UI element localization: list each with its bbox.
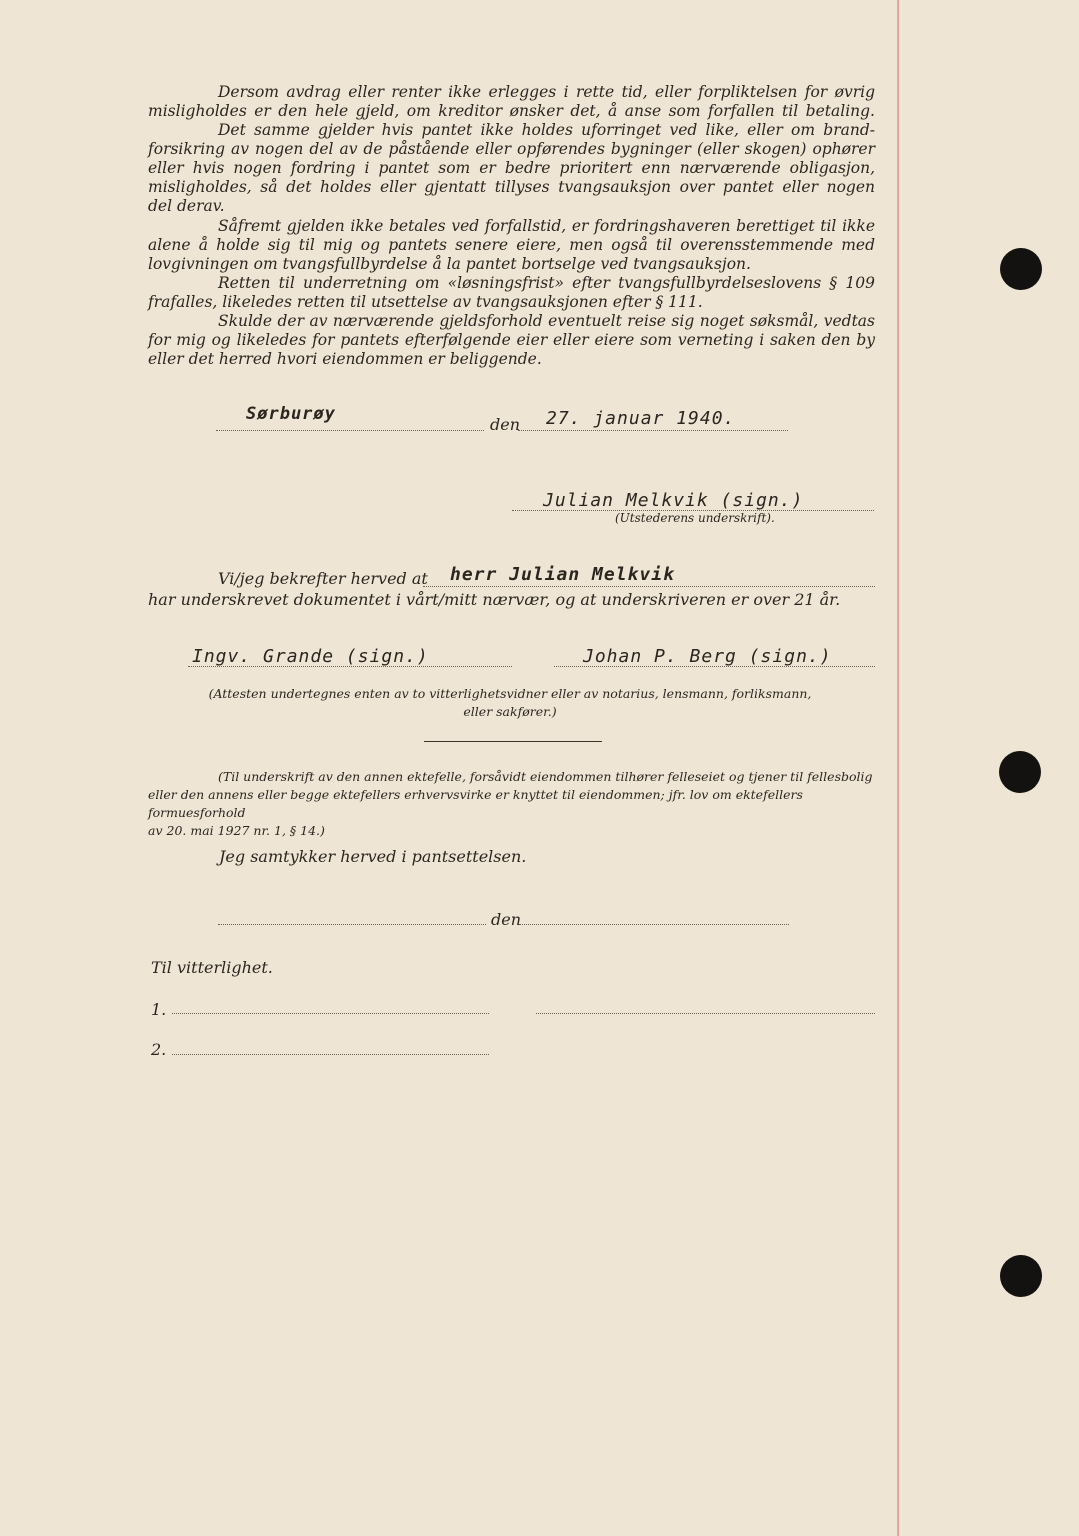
punch-hole-middle [999, 751, 1041, 793]
consent-place-dotted-line [218, 924, 486, 925]
date-den-label: den [490, 415, 521, 434]
paragraph-venue-end [148, 350, 875, 369]
attestation-line2 [148, 590, 875, 609]
text-line: eller det herred hvori eiendommen er beliggende. [148, 350, 542, 368]
consent-date-dotted-line [519, 924, 789, 925]
place-dotted-line [216, 430, 484, 431]
paragraph-enforcement-end [148, 255, 875, 274]
text-line: Skulde der av nærværende gjeldsforhold eventuelt reise sig noget søksmål, vedtas [218, 312, 875, 330]
paragraph-deterioration-end [148, 197, 875, 216]
text-line: Det samme gjelder hvis pantet ikke holdes uforringet ved like, eller om brand- [218, 121, 875, 139]
punch-hole-top [1000, 248, 1042, 290]
place-value: Sørburøy [246, 404, 336, 424]
text-line: frafalles, likeledes retten til utsettelse av tvangsauksjonen efter § 111. [148, 293, 703, 311]
witness-heading: Til vitterlighet. [151, 958, 273, 977]
text-line: del derav. [148, 197, 225, 215]
witness2-dotted-line [554, 666, 875, 667]
witness-item-1-line-left [172, 1013, 489, 1014]
witness1-dotted-line [188, 666, 512, 667]
note-line: av 20. mai 1927 nr. 1, § 14.) [148, 823, 325, 838]
date-dotted-line [518, 430, 788, 431]
witness1-signature: Ingv. Grande (sign.) [192, 646, 429, 667]
witness-item-1-line-right [536, 1013, 875, 1014]
section-divider [424, 741, 602, 742]
paragraph-redemption-end [148, 293, 875, 312]
text-line: for mig og likeledes for pantets efterfølgende eier eller eiere som verneting i saken den by [148, 331, 875, 350]
punch-hole-bottom [1000, 1255, 1042, 1297]
paragraph-redemption [148, 274, 875, 293]
note-line: (Attesten undertegnes enten av to vitterlighetsvidner eller av notarius, lensmann, forliksmann, [208, 686, 812, 701]
text-line: Retten til underretning om «løsningsfrist» efter tvangsfullbyrdelseslovens § 109 [218, 274, 875, 292]
text-line: misligholdes er den hele gjeld, om kreditor ønsker det, å anse som forfallen til betaling. [148, 102, 875, 121]
attested-person: herr Julian Melkvik [450, 564, 675, 585]
text-line: eller hvis nogen fordring i pantet som er bedre prioritert enn nærværende obligasjon, [148, 159, 875, 178]
witness-item-1-label: 1. [151, 1000, 167, 1019]
text-line: misligholdes, så det holdes eller gjentatt tillyses tvangsauksjon over pantet eller nogen [148, 178, 875, 197]
text-line: forsikring av nogen del av de påstående eller opførendes bygninger (eller skogen) ophører [148, 140, 875, 159]
paragraph-venue [148, 312, 875, 350]
attestation-note [150, 685, 870, 721]
text-line: Såfremt gjelden ikke betales ved forfallstid, er fordringshaveren berettiget til ikke [218, 217, 875, 235]
witness-item-2-line [172, 1054, 489, 1055]
text-line: har underskrevet dokumentet i vårt/mitt nærvær, og at underskriveren er over 21 år. [148, 590, 841, 609]
consent-den-label: den [491, 910, 522, 929]
paragraph-deterioration [148, 121, 875, 197]
text-line: alene å holde sig til mig og pantets senere eiere, men også til overensstemmende med [148, 236, 875, 255]
note-line: eller den annens eller begge ektefellers erhvervsvirke er knyttet til eiendommen; jfr. lov om ektefellers formuesforhold [148, 787, 803, 820]
witness2-signature: Johan P. Berg (sign.) [583, 646, 832, 667]
note-line: (Til underskrift av den annen ektefelle, forsåvidt eiendommen tilhører felleseiet og tjener til fellesbolig [218, 769, 873, 784]
date-value: 27. januar 1940. [546, 408, 736, 429]
spouse-note [148, 768, 883, 840]
attestation-prefix: Vi/jeg bekrefter herved at [218, 569, 428, 588]
issuer-signature: Julian Melkvik (sign.) [543, 490, 804, 511]
attestation-dotted-line [423, 586, 875, 587]
witness-item-2-label: 2. [151, 1040, 167, 1059]
consent-statement: Jeg samtykker herved i pantsettelsen. [219, 847, 527, 866]
note-line: eller sakfører.) [463, 704, 557, 719]
paragraph-enforcement [148, 217, 875, 255]
issuer-caption: (Utstederens underskrift). [615, 511, 775, 525]
text-line: Dersom avdrag eller renter ikke erlegges i rette tid, eller forpliktelsen for øvrig [218, 83, 875, 101]
margin-rule [897, 0, 899, 1536]
text-line: lovgivningen om tvangsfullbyrdelse å la pantet bortselge ved tvangsauksjon. [148, 255, 751, 273]
paragraph-default [148, 83, 875, 121]
